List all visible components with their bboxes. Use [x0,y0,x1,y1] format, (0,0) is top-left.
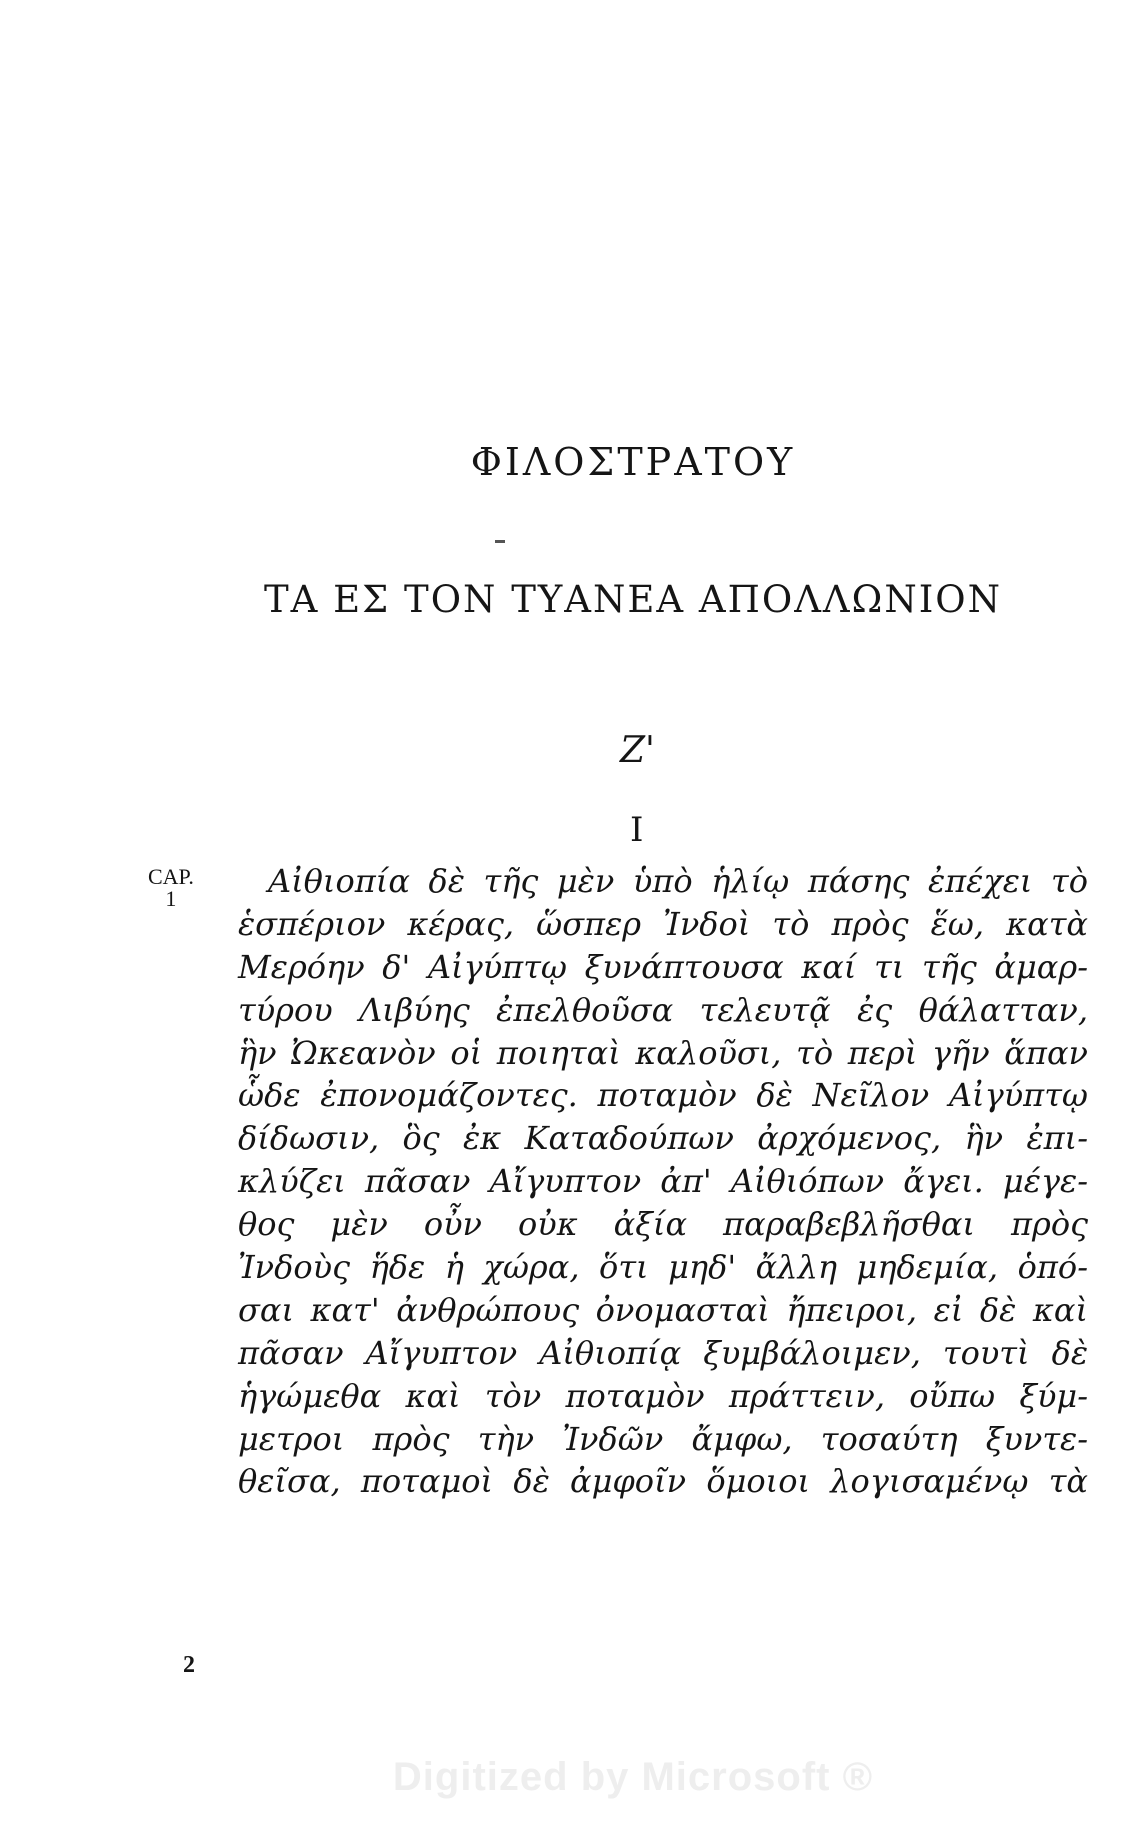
work-title: ΤΑ ΕΣ ΤΟΝ ΤΥΑΝΕΑ ΑΠΟΛΛΩΝΙΟΝ [263,578,1003,621]
text-line: Ἰνδοὺς ἥδε ἡ χώρα, ὅτι μηδ' ἄλλη μηδεμία, ὁπό- [238,1248,1088,1287]
text-line: ἡγώμεθα καὶ τὸν ποταμὸν πράττειν, οὔπω ξύμ- [238,1376,1088,1415]
heading-separator [495,540,505,543]
margin-cap-number: 1 [165,886,177,911]
page-number: 2 [183,1652,195,1678]
book-number: Ζ' [620,730,655,771]
digitization-watermark: Digitized by Microsoft ® [392,1755,874,1799]
margin-chapter-note [148,866,194,910]
margin-cap-label: CAP. [148,864,194,889]
text-line: δίδωσιν, ὃς ἐκ Καταδούπων ἀρχόμενος, ἣν ἐπι- [238,1119,1088,1158]
chapter-number: I [630,810,644,850]
text-line: κλύζει πᾶσαν Αἴγυπτον ἀπ' Αἰθιόπων ἄγει. μέγε- [238,1162,1088,1201]
text-line: Μερόην δ' Αἰγύπτῳ ξυνάπτουσα καί τι τῆς ἀμαρ- [238,947,1088,986]
text-line: θος μὲν οὖν οὐκ ἀξία παραβεβλῆσθαι πρὸς [238,1205,1088,1244]
text-line: πᾶσαν Αἴγυπτον Αἰθιοπίᾳ ξυμβάλοιμεν, τουτὶ δὲ [238,1333,1088,1372]
text-line: σαι κατ' ἀνθρώπους ὀνομασταὶ ἤπειροι, εἰ δὲ καὶ [238,1290,1088,1329]
text-line: ὧδε ἐπονομάζοντες. ποταμὸν δὲ Νεῖλον Αἰγύπτῳ [238,1076,1088,1115]
text-line: ἑσπέριον κέρας, ὥσπερ Ἰνδοὶ τὸ πρὸς ἕω, κατὰ [238,904,1088,943]
author-heading: ΦΙΛΟΣΤΡΑΤΟΥ [470,440,796,484]
text-line: ἣν Ὠκεανὸν οἱ ποιηταὶ καλοῦσι, τὸ περὶ γῆν ἅπαν [238,1033,1088,1072]
text-line: θεῖσα, ποταμοὶ δὲ ἀμφοῖν ὅμοιοι λογισαμένῳ τὰ [238,1462,1088,1501]
body-text [238,860,1088,1503]
text-line: τύρου Λιβύης ἐπελθοῦσα τελευτᾷ ἐς θάλατταν, [238,990,1088,1029]
text-line: Αἰθιοπία δὲ τῆς μὲν ὑπὸ ἡλίῳ πάσης ἐπέχει τὸ [268,862,1088,900]
text-line: μετροι πρὸς τὴν Ἰνδῶν ἄμφω, τοσαύτη ξυντε- [238,1419,1088,1458]
